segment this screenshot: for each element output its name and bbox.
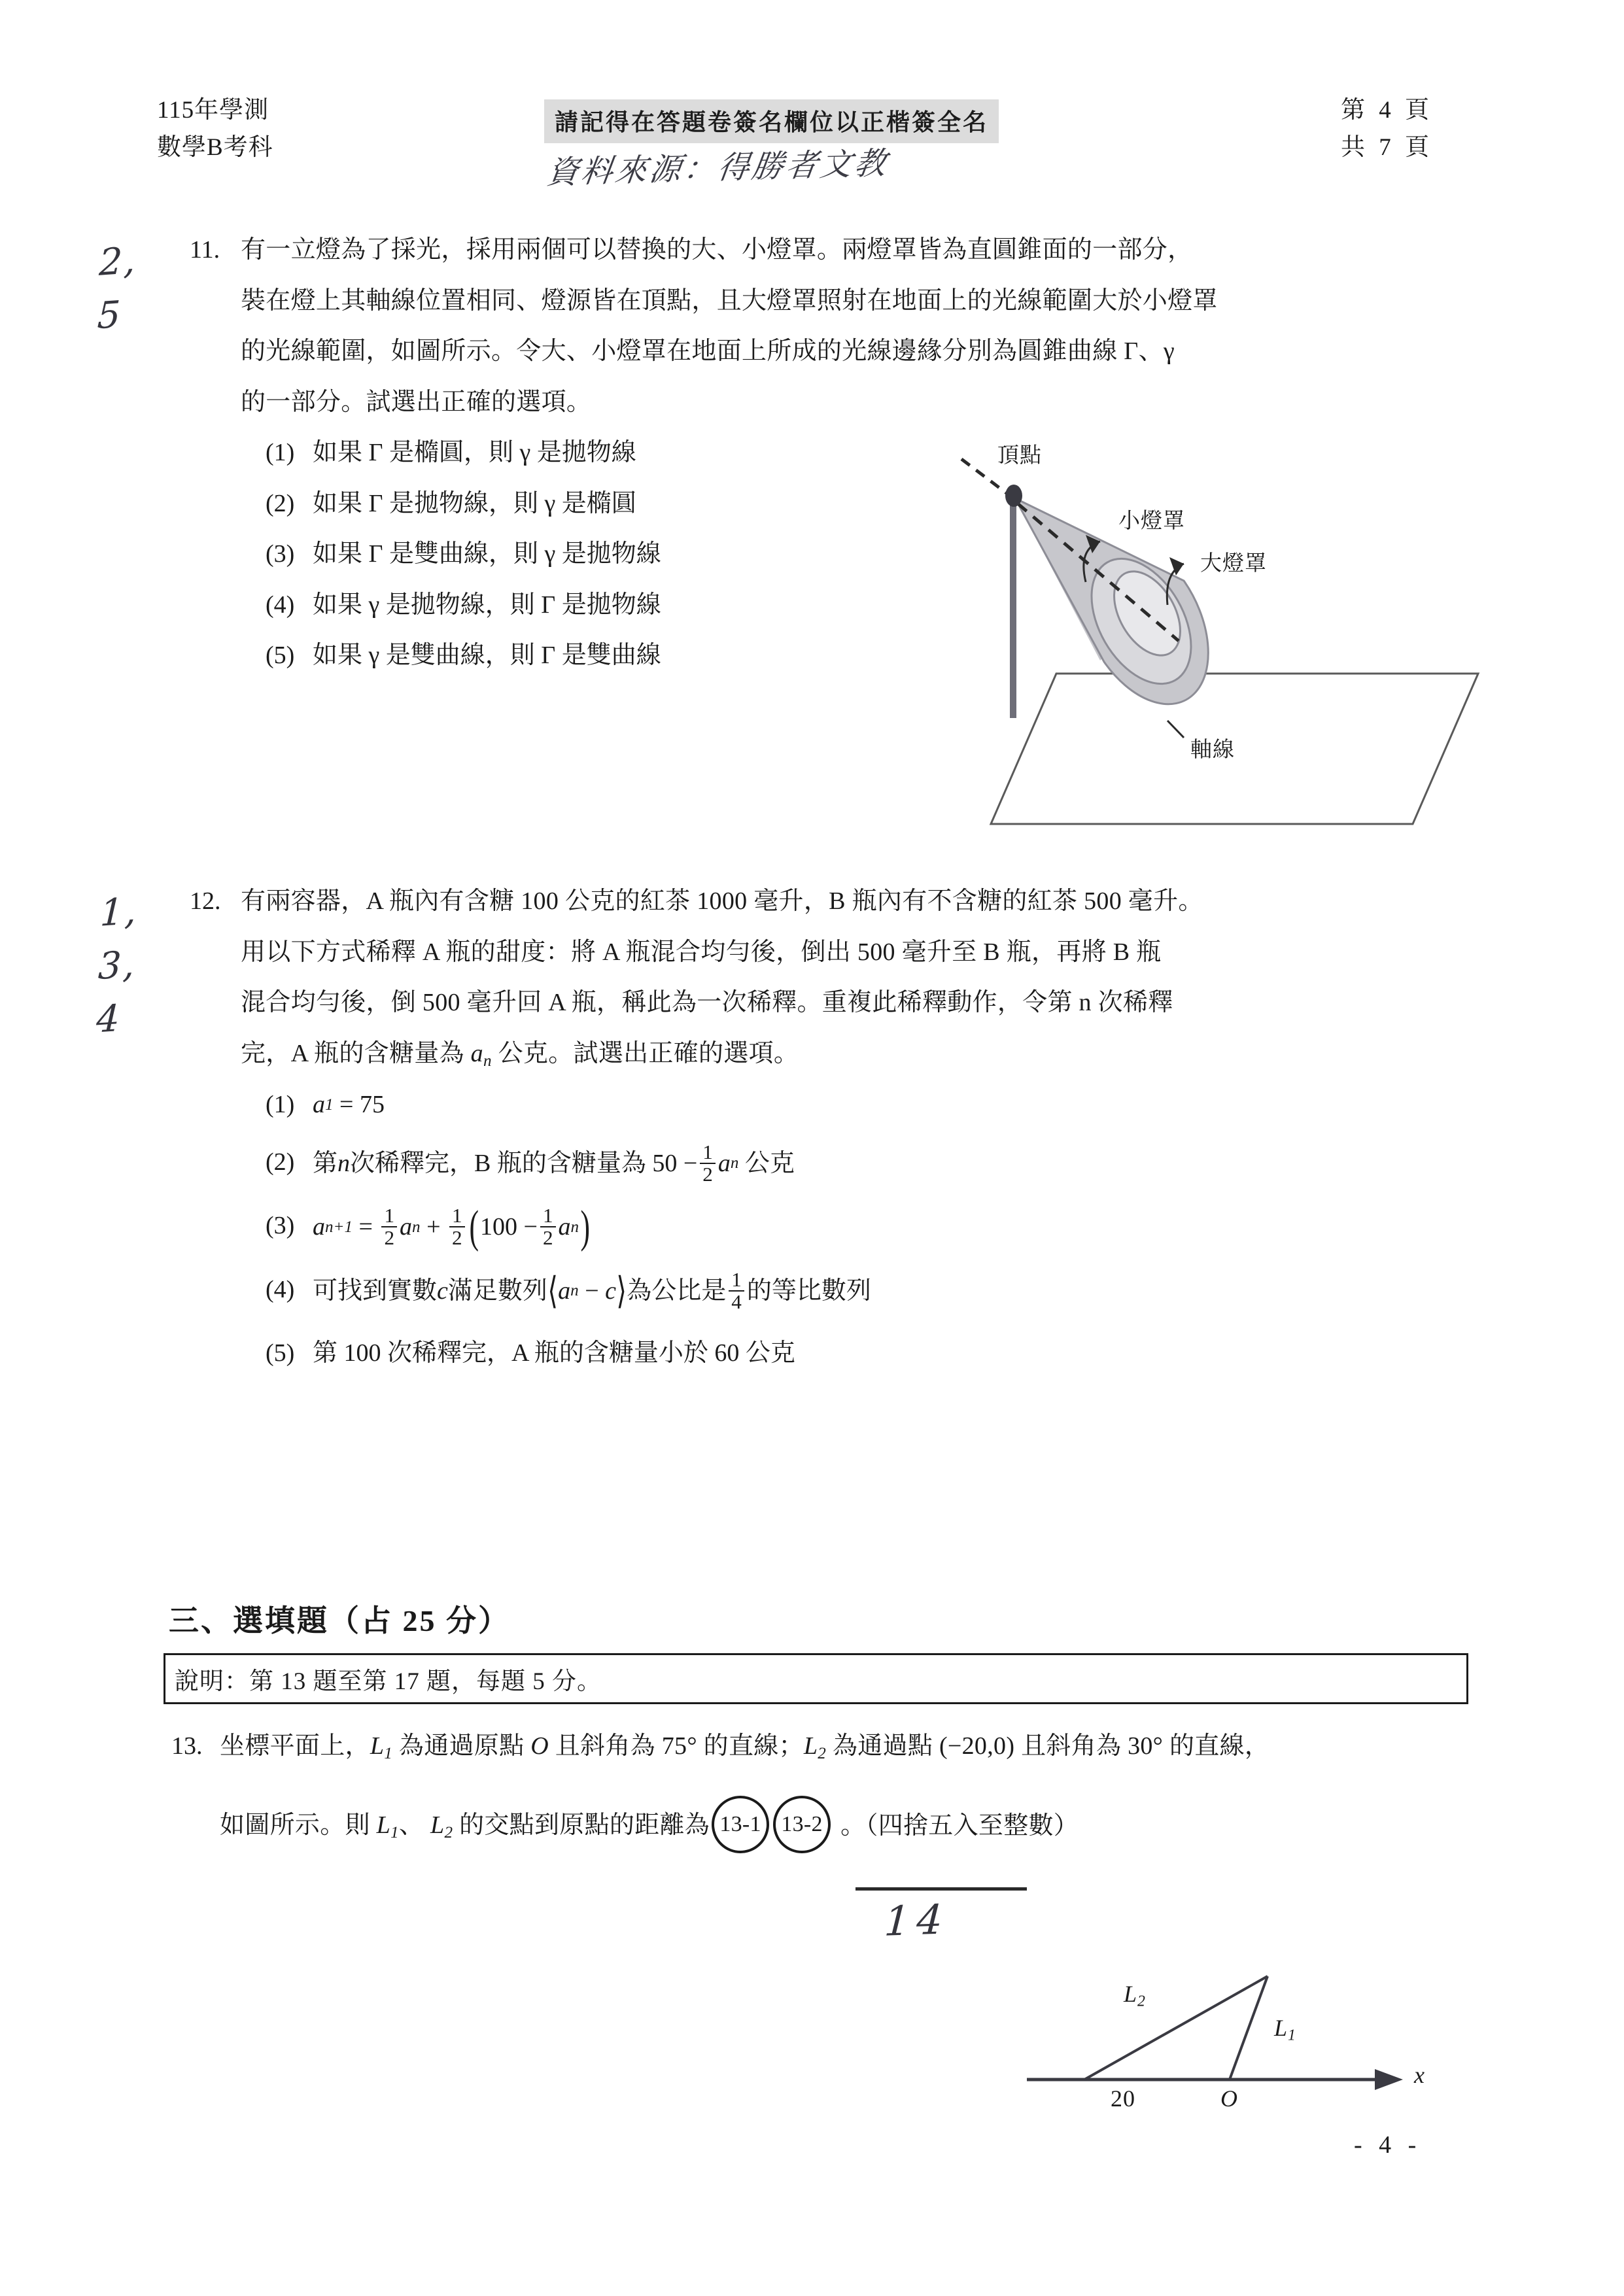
line-L2 — [1084, 1976, 1268, 2080]
margin-note-q11-line2: 5 — [96, 293, 123, 338]
question-12-line-4: 完，A 瓶的含糖量為 $a_n$ 公克。試選出正確的選項。 — [241, 1039, 799, 1070]
margin-note-q12 — [95, 884, 139, 1047]
question-11-line-4: 的一部分。試選出正確的選項。 — [241, 388, 592, 416]
question-11-number: 11. — [190, 236, 220, 264]
small-shade-label: 小燈罩 — [1118, 509, 1185, 533]
option-key: (2) — [266, 489, 295, 517]
question-13-line-2-post: 。（四捨五入至整數） — [840, 1811, 1079, 1840]
question-13-number: 13. — [171, 1732, 203, 1760]
option-text: 如果 Γ 是雙曲線，則 γ 是拋物線 — [313, 540, 661, 568]
question-13 — [171, 1726, 1512, 1866]
header-right — [1341, 92, 1433, 167]
question-13-body — [220, 1726, 1512, 1855]
fraction-one-half: $\frac{1}{2}$ — [700, 1142, 716, 1185]
option-key: (5) — [266, 642, 295, 670]
option-text: 如果 γ 是拋物線，則 Γ 是拋物線 — [313, 591, 661, 619]
left-paren: ( — [469, 1201, 479, 1253]
fraction-one-fourth: $\frac{1}{4}$ — [729, 1269, 744, 1312]
question-11-line-1: 有一立燈為了採光，採用兩個可以替換的大、小燈罩。兩燈罩皆為直圓錐面的一部分， — [241, 236, 1193, 264]
exam-subject: 數學B考科 — [157, 134, 273, 162]
label-L2: $L_2$ — [1124, 1981, 1146, 2010]
option-text: 可找到實數 c 滿足數列 ⟨ a n − c ⟩ 為公比是 $\frac{1}{4}$ 的等比數列 — [313, 1267, 871, 1313]
answer-blank-13-2[interactable]: 13-2 — [773, 1796, 831, 1853]
left-angle-bracket: ⟨ — [547, 1270, 558, 1312]
answer-blank-13-1[interactable]: 13-1 — [712, 1796, 769, 1853]
option-key: (3) — [266, 1212, 295, 1240]
option-key: (2) — [266, 1148, 295, 1176]
margin-note-q11-line1: 2, — [98, 239, 137, 284]
option-item[interactable] — [266, 1333, 1504, 1374]
large-shade-arrow — [1169, 557, 1184, 575]
option-item[interactable] — [266, 1267, 1504, 1313]
handwritten-answer-13: 14 — [883, 1895, 950, 1945]
lamp-pole — [1010, 496, 1016, 718]
question-12-line-1: 有兩容器，A 瓶內有含糖 100 公克的紅茶 1000 毫升，B 瓶內有不含糖的紅茶 500 毫升。 — [241, 887, 1203, 915]
question-12-options — [266, 1085, 1504, 1374]
question-12-number: 12. — [190, 887, 221, 915]
page-footer: - 4 - — [1354, 2131, 1422, 2159]
margin-note-q12-line1: 1, — [99, 889, 139, 935]
fraction-one-half: $\frac{1}{2}$ — [449, 1205, 465, 1248]
question-13-line-1: 坐標平面上，$L_1$ 為通過原點 O 且斜角為 75° 的直線；$L_2$ 為通過點 (−20,0) 且斜角為 30° 的直線， — [220, 1732, 1270, 1763]
axis-label-pointer — [1167, 721, 1184, 738]
exam-year: 115年學測 — [157, 97, 269, 124]
option-key: (3) — [266, 540, 295, 568]
option-key: (5) — [266, 1339, 295, 1367]
section-3-heading: 三、選填題（占 25 分） — [169, 1604, 510, 1637]
option-text: a 1 = 75 — [313, 1091, 385, 1119]
margin-note-q11 — [96, 234, 137, 343]
question-13-line-2 — [220, 1798, 1512, 1855]
right-paren: ) — [580, 1201, 591, 1253]
option-text: 如果 Γ 是橢圓，則 γ 是拋物線 — [313, 439, 636, 467]
handwritten-source-note: 資料來源：得勝者文教 — [544, 145, 891, 192]
apex-point — [1005, 485, 1022, 507]
question-12-line-3: 混合均勻後，倒 500 毫升回 A 瓶，稱此為一次稀釋。重複此稀釋動作，令第 n 次稀釋 — [241, 989, 1173, 1017]
line-L1 — [1230, 1976, 1268, 2080]
handwritten-underline — [855, 1887, 1027, 1891]
label-20: 20 — [1111, 2085, 1135, 2112]
section-3-instruction-text: 說明：第 13 題至第 17 題，每題 5 分。 — [175, 1668, 602, 1695]
page-current: 第 4 頁 — [1341, 97, 1433, 124]
option-text: 如果 Γ 是拋物線，則 γ 是橢圓 — [313, 489, 636, 517]
question-12 — [190, 882, 1504, 1384]
option-key: (1) — [266, 439, 295, 467]
option-key: (1) — [266, 1091, 295, 1119]
lamp-cone-svg — [870, 425, 1557, 870]
q13-line-svg — [1014, 1916, 1472, 2112]
label-L1: $L_1$ — [1274, 2015, 1296, 2044]
apex-label: 頂點 — [997, 444, 1042, 468]
large-shade-label: 大燈罩 — [1200, 552, 1267, 575]
option-text: 第 100 次稀釋完，A 瓶的含糖量小於 60 公克 — [313, 1339, 795, 1367]
header-left — [157, 92, 273, 167]
option-text: 第 n 次稀釋完，B 瓶的含糖量為 50 − $\frac{1}{2}$ a n 公克 — [313, 1140, 795, 1186]
section-3-instruction-box — [164, 1653, 1468, 1704]
signature-notice-stamp: 請記得在答題卷簽名欄位以正楷簽全名 — [544, 99, 999, 143]
margin-note-q12-line2: 3, — [97, 943, 137, 989]
option-item[interactable] — [266, 1085, 1504, 1125]
fraction-one-half: $\frac{1}{2}$ — [381, 1205, 397, 1248]
option-text: 如果 γ 是雙曲線，則 Γ 是雙曲線 — [313, 642, 661, 670]
option-text: a n+1 = $\frac{1}{2}$ a n + $\frac{1}{2}$ ( 100 − $\frac{1}{2}$ a n ) — [313, 1201, 591, 1253]
question-13-line-2-pre: 如圖所示。則 $L_1$、 $L_2$ 的交點到原點的距離為 — [220, 1811, 710, 1842]
q13-line-figure — [1014, 1916, 1472, 2112]
axis-label: 軸線 — [1190, 738, 1235, 762]
label-x-axis: x — [1414, 2062, 1425, 2088]
margin-note-q12-line3: 4 — [95, 997, 122, 1042]
question-11-line-3: 的光線範圍，如圖所示。令大、小燈罩在地面上所成的光線邊緣分別為圓錐曲線 Γ、γ — [241, 337, 1175, 366]
x-axis-arrow — [1375, 2069, 1403, 2090]
question-12-body — [241, 882, 1504, 1374]
option-key: (4) — [266, 591, 295, 619]
fraction-one-half: $\frac{1}{2}$ — [540, 1205, 556, 1248]
option-item[interactable] — [266, 1142, 1504, 1186]
question-11-line-2: 裝在燈上其軸線位置相同、燈源皆在頂點，且大燈罩照射在地面上的光線範圍大於小燈罩 — [241, 286, 1218, 315]
label-origin: O — [1220, 2085, 1238, 2112]
page-total: 共 7 頁 — [1341, 134, 1433, 162]
option-item[interactable] — [266, 1201, 1504, 1253]
question-12-line-2: 用以下方式稀釋 A 瓶的甜度：將 A 瓶混合均勻後，倒出 500 毫升至 B 瓶，再將 B 瓶 — [241, 938, 1162, 966]
option-key: (4) — [266, 1275, 295, 1303]
lamp-cone-figure — [870, 425, 1557, 870]
right-angle-bracket: ⟩ — [616, 1270, 627, 1312]
